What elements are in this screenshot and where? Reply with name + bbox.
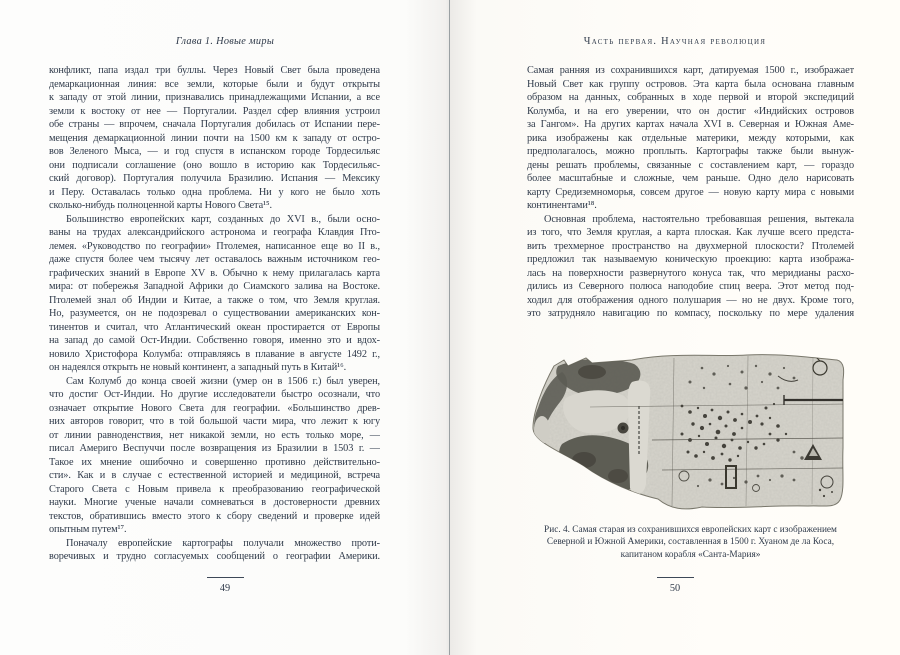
text-line: предполагалось, можно проплыть. Картографы также были вынуж- xyxy=(527,146,854,157)
text-line: означает открытие Нового Света для географии. «Большинство древ- xyxy=(49,402,380,414)
text-line: графических знаний в Европе XV в. Обычно к нему прилагалась карта xyxy=(49,267,380,279)
text-line: Старого Света с Новым привела к преобразованию географической xyxy=(49,483,380,495)
text-line: карту Средиземноморья, совсем другое — новую карту мира с новыми xyxy=(527,186,854,198)
text-line: Колумба, и на его уверении, что он достиг «Индийских островов xyxy=(527,105,854,117)
page-footer-left xyxy=(0,577,450,594)
left-text-column xyxy=(49,64,380,564)
text-line: ваны на трудах александрийского астронома и географа Клавдия Пто- xyxy=(49,227,380,238)
text-line: земли к востоку от нее — Португалии. Раздел сфер влияния устроил xyxy=(49,105,380,117)
right-text-column xyxy=(527,64,854,321)
text-line: дились из Северного полюса наподобие спиц веера. Этот метод под- xyxy=(527,281,854,292)
page-number-left: 49 xyxy=(219,583,231,594)
text-line: и Перу. Оставалась только одна проблема. Ни у кого не было хоть xyxy=(49,186,380,198)
page-right xyxy=(450,0,900,655)
page-number-right: 50 xyxy=(669,583,681,594)
text-line: воречивых и трудно согласуемых сообщений о географии Америки. xyxy=(49,551,380,562)
text-line: опытным путем¹⁷. xyxy=(49,524,127,535)
text-line: предложил так называемую коническую проекцию: карта изобража- xyxy=(527,254,854,265)
page-footer-right xyxy=(450,577,900,594)
text-line: это затрудняло навигацию по компасу, поскольку по мере удаления xyxy=(527,308,854,319)
footer-rule xyxy=(657,577,694,578)
text-line: мира: от побережья Западной Африки до Сиамского залива на Востоке. xyxy=(49,281,380,292)
text-line: демаркационная линия: все земли, которые были и будут открыты xyxy=(49,78,380,90)
text-line: вов Зеленого Мыса, — и год спустя в испанском городе Тордесильяс xyxy=(49,146,380,157)
text-line: них авторов говорит, что в той большой части мира, что лежит к югу xyxy=(49,416,380,427)
text-line: рика изображены как отдельные материки, между которыми, как xyxy=(527,132,854,144)
caption-line: Северной и Южной Америки, составленная в 1500 г. Хуаном де ла Коса, xyxy=(546,537,835,548)
caption-line: капитаном корабля «Санта-Мария» xyxy=(620,549,761,560)
text-line: из того, что Земля круглая, а карта плоская. Как лучше всего предста- xyxy=(527,227,854,238)
text-line: обе страны — впрочем, сначала Португалия добилась от Испании пере- xyxy=(49,119,380,130)
text-line: лемея. «Руководство по географии» Птолемея, написанное еще во II в., xyxy=(49,240,380,252)
text-line: Такое их мнение ошибочно и совершенно противно действительно- xyxy=(49,456,380,468)
running-head-right: Часть первая. Научная революция xyxy=(583,36,767,47)
text-line: к западу от этой линии, признавались принадлежащими Испании, а все xyxy=(49,92,380,103)
text-line: ходил для отображения одного полушария — но не двух. Кроме того, xyxy=(527,294,854,306)
text-line: от линии равноденствия, нет никакой земли, но есть только море, — xyxy=(49,429,380,441)
text-line: сколько-нибудь полноценной карты Нового Света¹⁵. xyxy=(49,200,273,211)
text-line: Основная проблема, настоятельно требовавшая решения, вытекала xyxy=(544,213,854,225)
text-line: за Гангом». На других картах начала XVI в. Северная и Южная Аме- xyxy=(527,119,854,130)
text-line: что достиг Ост-Индии. Но другие исследователи быстро осознали, что xyxy=(49,389,380,400)
text-line: даже спустя более чем тысячу лет оставалось важным источником гео- xyxy=(49,254,380,265)
text-line: Но, разумеется, он не подозревал о существовании американских кон- xyxy=(49,308,380,319)
text-line: Большинство европейских карт, созданных до XVI в., были осно- xyxy=(66,213,380,225)
text-line: он надеялся открыть не новый континент, а западный путь в Китай¹⁶. xyxy=(49,362,347,373)
text-line: тинентов и считал, что Атлантический океан простирается от Европы xyxy=(49,321,380,333)
caption-line: Рис. 4. Самая старая из сохранившихся европейских карт с изображением xyxy=(544,525,837,535)
text-line: лась на поверхности развернутого конуса так, что меридианы расхо- xyxy=(527,267,854,279)
text-line: ский договор). Португалия получила Бразилию. Испания — Мексику xyxy=(49,173,380,184)
text-line: текстов, обратившись вместо этого к сбору сведений и проверке идей xyxy=(49,510,380,522)
text-line: они подписали соглашение (оно вошло в историю как Тордесильяс- xyxy=(49,159,380,171)
footer-rule xyxy=(207,577,244,578)
figure-juan-de-la-cosa-map xyxy=(532,348,850,514)
text-line: сти». Как и в случае с естественной историей и медициной, встреча xyxy=(49,470,380,481)
text-line: конфликт, папа издал три буллы. Через Новый Свет была проведена xyxy=(49,65,380,76)
text-line: Птолемей знал об Индии и Китае, а также о том, что Земля круглая. xyxy=(49,294,380,306)
text-line: Поначалу европейские картографы получали множество проти- xyxy=(66,537,380,549)
text-line: новило Христофора Колумба: отправляясь в плавание в августе 1492 г., xyxy=(49,348,380,360)
text-line: на запад до самой Ост-Индии. Собственно говоря, именно это и вдох- xyxy=(49,335,380,346)
running-head-left: Глава 1. Новые миры xyxy=(175,36,275,47)
text-line: мещения демаркационной линии почти на 1500 км к западу от остро- xyxy=(49,132,380,144)
text-line: Сам Колумб до конца своей жизни (умер он в 1506 г.) был уверен, xyxy=(66,375,380,387)
text-line: образом на данных, собранных в ходе первой и второй экспедиций xyxy=(527,92,854,103)
text-line: вить трехмерное пространство на двухмерной плоскости? Птолемей xyxy=(527,240,854,252)
old-world-map-image xyxy=(532,348,850,514)
text-line: дены решать проблемы, связанные с составлением карт, — гораздо xyxy=(527,159,854,171)
text-line: Самая ранняя из сохранившихся карт, датируемая 1500 г., изображает xyxy=(527,65,854,76)
text-line: континентами¹⁸. xyxy=(527,200,597,211)
text-line: более масштабные и сложные, чем раньше. Одно дело нарисовать xyxy=(527,173,854,184)
text-line: писал Америго Веспуччи после возвращения из Бразилии в 1503 г. — xyxy=(49,443,380,454)
text-line: Новый Свет как группу островов. Эта карта была основана главным xyxy=(527,78,854,90)
figure-caption xyxy=(527,524,854,561)
text-line: науки. Многие ученые начали сомневаться в достоверности древних xyxy=(49,497,380,508)
